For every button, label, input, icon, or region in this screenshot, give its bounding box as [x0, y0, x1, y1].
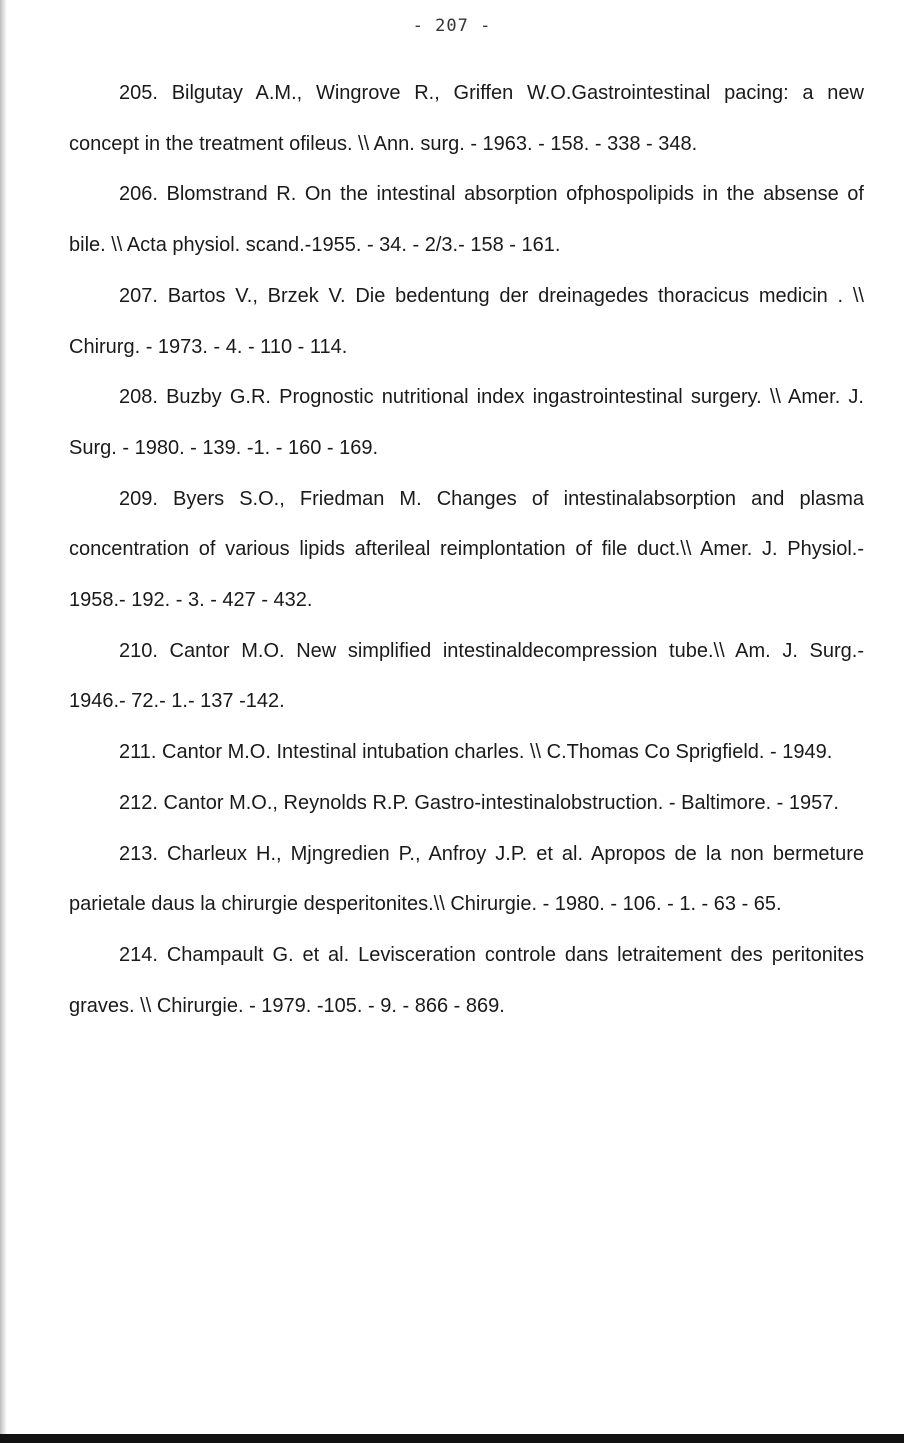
- reference-213: 213. Charleux H., Mjngredien P., Anfroy J.P. et al. Apropos de la non bermeture parietale daus la chirurgie desperitonites.\\ Chirurgie. - 1980. - 106. - 1. - 63 - 65.: [69, 842, 864, 916]
- scan-left-edge: [0, 0, 7, 1443]
- page-number: - 207 -: [412, 16, 492, 36]
- reference-list: [69, 68, 864, 1031]
- reference-209: 209. Byers S.O., Friedman M. Changes of intestinalabsorption and plasma concentration of various lipids afterileal reimplontation of file duct.\\ Amer. J. Physiol.- 1958.- 192. - 3. - 427 - 432.: [69, 487, 864, 612]
- reference-206: 206. Blomstrand R. On the intestinal absorption ofphospolipids in the absense of bile. \\ Acta physiol. scand.-1955. - 34. - 2/3.- 158 - 161.: [69, 183, 864, 257]
- reference-210: 210. Cantor M.O. New simplified intestinaldecompression tube.\\ Am. J. Surg.- 1946.- 72.- 1.- 137 -142.: [69, 639, 864, 713]
- reference-214: 214. Champault G. et al. Levisceration controle dans letraitement des peritonites graves. \\ Chirurgie. - 1979. -105. - 9. - 866 - 869.: [69, 943, 864, 1017]
- reference-212: 212. Cantor M.O., Reynolds R.P. Gastro-intestinalobstruction. - Baltimore. - 1957.: [119, 791, 839, 814]
- reference-207: 207. Bartos V., Brzek V. Die bedentung der dreinagedes thoracicus medicin . \\ Chirurg. - 1973. - 4. - 110 - 114.: [69, 284, 864, 358]
- scan-bottom-edge: [0, 1434, 904, 1443]
- reference-211: 211. Cantor M.O. Intestinal intubation charles. \\ C.Thomas Co Sprigfield. - 1949.: [119, 741, 833, 764]
- reference-208: 208. Buzby G.R. Prognostic nutritional index ingastrointestinal surgery. \\ Amer. J. Surg. - 1980. - 139. -1. - 160 - 169.: [69, 386, 864, 459]
- reference-205: 205. Bilgutay A.M., Wingrove R., Griffen W.O.Gastrointestinal pacing: a new concept in the treatment ofileus. \\ Ann. surg. - 1963. - 158. - 338 - 348.: [69, 82, 864, 155]
